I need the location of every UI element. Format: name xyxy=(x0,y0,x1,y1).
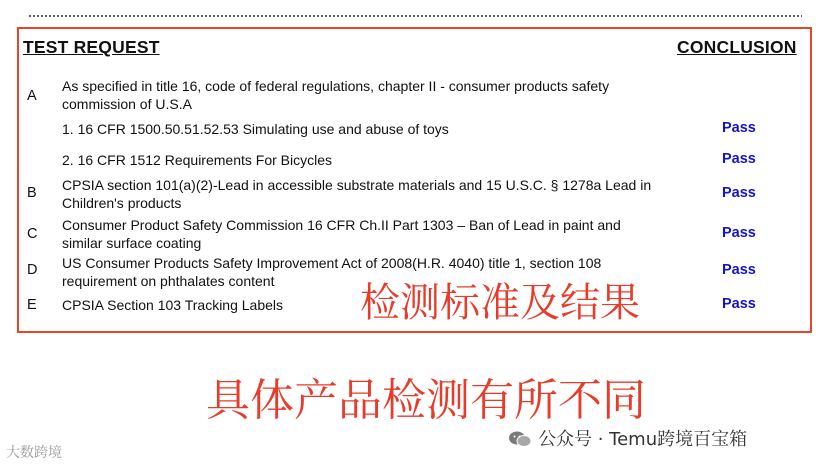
row-letter-e: E xyxy=(27,297,37,313)
dotted-separator xyxy=(28,14,802,18)
row-text-a: As specified in title 16, code of federal regulations, chapter II - consumer products safety commission of U.S.A xyxy=(62,78,610,112)
product-varies-caption: 具体产品检测有所不同 xyxy=(206,375,646,426)
row-letter-d: D xyxy=(27,262,38,278)
wechat-account-text: 公众号 · Temu跨境百宝箱 xyxy=(538,429,748,450)
row-text-d: US Consumer Products Safety Improvement Act of 2008(H.R. 4040) title 1, section 108 requirement on phthalates content xyxy=(62,255,602,289)
row-result-c: Pass xyxy=(722,225,756,241)
row-result-a1: Pass xyxy=(722,120,756,136)
row-text-a2: 2. 16 CFR 1512 Requirements For Bicycles xyxy=(62,152,332,168)
row-result-d: Pass xyxy=(722,262,756,278)
brand-watermark: 大数跨境 xyxy=(6,445,62,461)
row-text-e: CPSIA Section 103 Tracking Labels xyxy=(62,297,284,313)
row-letter-c: C xyxy=(27,226,38,242)
row-text-c: Consumer Product Safety Commission 16 CFR Ch.II Part 1303 – Ban of Lead in paint and similar surface coating xyxy=(62,217,621,251)
row-letter-a: A xyxy=(27,88,37,104)
test-request-heading: TEST REQUEST xyxy=(23,37,160,57)
row-text-b: CPSIA section 101(a)(2)-Lead in accessible substrate materials and 15 U.S.C. § 1278a Lead in Children's products xyxy=(62,177,652,211)
row-result-a2: Pass xyxy=(722,151,756,167)
wechat-icon xyxy=(508,430,532,448)
row-result-e: Pass xyxy=(722,296,756,312)
row-letter-b: B xyxy=(27,185,37,201)
conclusion-heading: CONCLUSION xyxy=(677,37,797,57)
row-text-a1: 1. 16 CFR 1500.50.51.52.53 Simulating use and abuse of toys xyxy=(62,121,449,137)
wechat-watermark xyxy=(508,425,747,451)
standards-results-caption: 检测标准及结果 xyxy=(360,280,640,326)
row-result-b: Pass xyxy=(722,185,756,201)
